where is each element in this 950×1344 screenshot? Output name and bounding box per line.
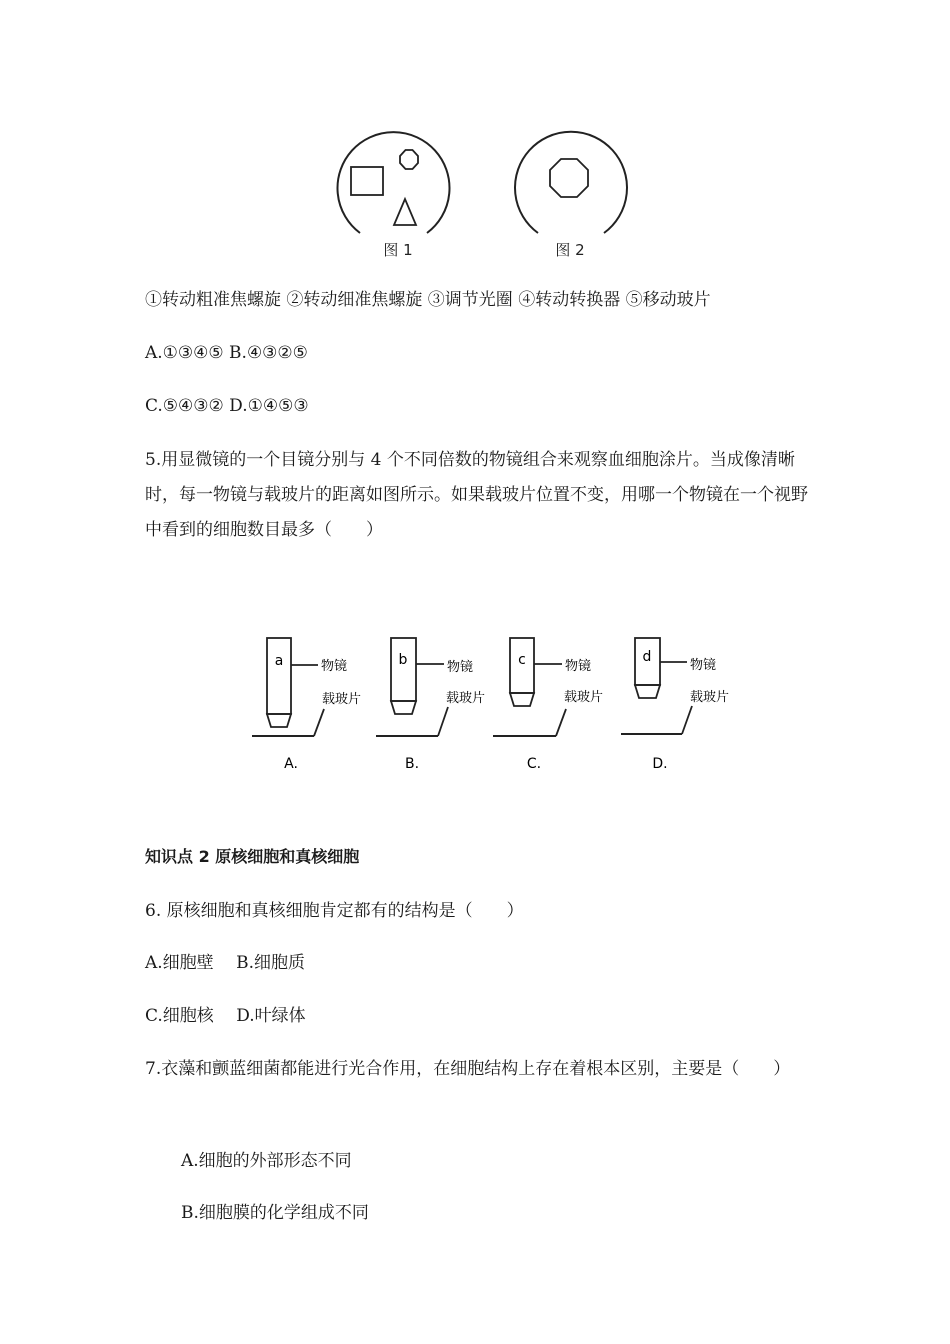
- q7-stem: 7.衣藻和颤蓝细菌都能进行光合作用，在细胞结构上存在着根本区别，主要是（ ）: [145, 1059, 791, 1079]
- option-b-label: B.: [404, 756, 420, 772]
- slide-label-b: 载玻片: [446, 691, 486, 706]
- octagon-shape-small: [400, 150, 418, 169]
- objective-label-d: 物镜: [690, 658, 717, 673]
- lens-letter-a: a: [274, 653, 284, 669]
- objective-lens-c: [493, 638, 603, 772]
- objective-lens-figure: [240, 630, 760, 780]
- q5-stem: 5.用显微镜的一个目镜分别与 4 个不同倍数的物镜组合来观察血细胞涂片。当成像清晰时，每一物镜与载玻片的距离如图所示。如果载玻片位置不变，用哪一个物镜在一个视野中看到的细胞数目最多（ ）: [145, 450, 808, 540]
- option-d-label: D.: [652, 756, 668, 772]
- q6-stem: 6. 原核细胞和真核细胞肯定都有的结构是（ ）: [145, 901, 524, 921]
- objective-label-b: 物镜: [447, 660, 474, 675]
- slide-label-a: 载玻片: [322, 692, 362, 707]
- field-circle-2: [515, 132, 627, 233]
- lens-letter-d: d: [642, 649, 652, 665]
- objective-lens-d: [621, 638, 729, 772]
- q7-option-b: B.细胞膜的化学组成不同: [181, 1203, 369, 1223]
- q4-options-ab: A.①③④⑤ B.④③②⑤: [145, 343, 308, 363]
- square-shape: [351, 167, 383, 195]
- triangle-shape: [394, 199, 416, 225]
- q4-options-cd: C.⑤④③② D.①④⑤③: [145, 396, 309, 416]
- q7-option-a: A.细胞的外部形态不同: [181, 1151, 352, 1171]
- q6-options-cd: C.细胞核 D.叶绿体: [145, 1006, 306, 1026]
- q4-steps: ①转动粗准焦螺旋 ②转动细准焦螺旋 ③调节光圈 ④转动转换器 ⑤移动玻片: [145, 290, 711, 310]
- field-circle-1: [338, 132, 450, 233]
- lens-letter-c: c: [518, 652, 526, 668]
- option-a-label: A.: [284, 756, 298, 772]
- slide-label-d: 载玻片: [690, 690, 730, 705]
- q6-options-ab: A.细胞壁 B.细胞质: [145, 953, 305, 973]
- objective-lens-a: [252, 638, 361, 772]
- objective-lens-b: [376, 638, 485, 772]
- slide-label-c: 载玻片: [564, 690, 604, 705]
- option-c-label: C.: [526, 756, 542, 772]
- objective-label-c: 物镜: [565, 659, 592, 674]
- figure-2-caption: 图 2: [555, 241, 585, 259]
- section-title: 知识点 2 原核细胞和真核细胞: [145, 847, 360, 866]
- objective-label-a: 物镜: [321, 659, 348, 674]
- figure-1-caption: 图 1: [383, 241, 413, 259]
- field-of-view-figure: [320, 118, 640, 268]
- lens-letter-b: b: [398, 652, 408, 668]
- octagon-shape-large: [550, 159, 588, 197]
